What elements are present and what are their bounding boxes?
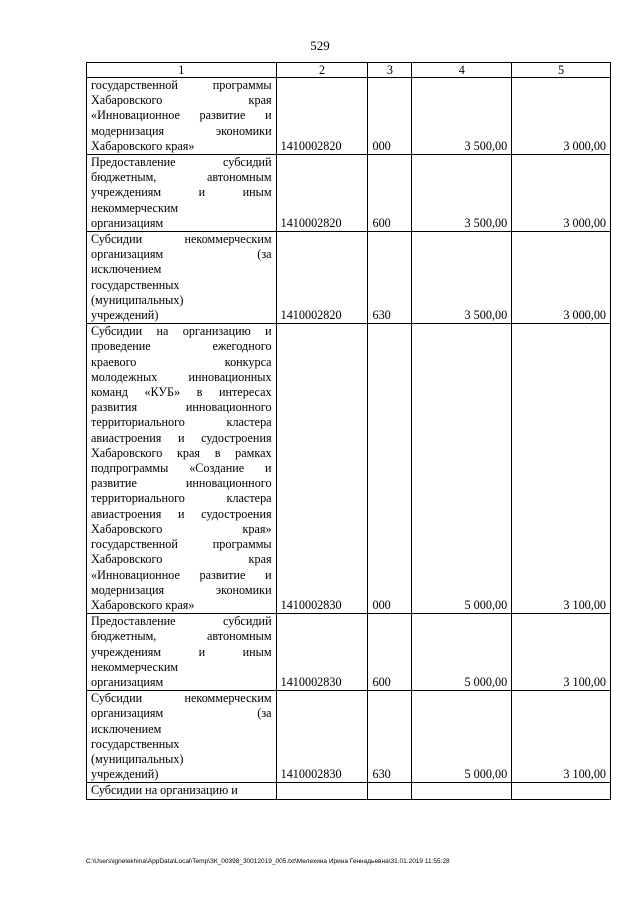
description-line: территориального кластера bbox=[91, 491, 272, 506]
description-line: некоммерческим bbox=[91, 659, 179, 674]
column-header: 5 bbox=[512, 63, 611, 78]
target-code-cell: 1410002820 bbox=[276, 155, 368, 232]
description-line: молодежных инновационных bbox=[91, 369, 272, 384]
target-code-cell: 1410002830 bbox=[276, 691, 368, 783]
description-line: развитие инновационного bbox=[91, 476, 272, 491]
description-line: модернизация экономики bbox=[91, 582, 272, 597]
description-line: Предоставление субсидий bbox=[91, 614, 272, 629]
description-line: Предоставление субсидий bbox=[91, 155, 272, 170]
target-code-cell: 1410002830 bbox=[276, 614, 368, 691]
budget-table bbox=[86, 62, 611, 800]
description-line: исключением bbox=[91, 262, 162, 277]
description-line: «Инновационное развитие и bbox=[91, 108, 272, 123]
description-line: краевого конкурса bbox=[91, 354, 272, 369]
expense-type-cell bbox=[368, 783, 412, 799]
description-line: организациям bbox=[91, 215, 164, 230]
description-line: «Инновационное развитие и bbox=[91, 567, 272, 582]
description-line: государственных bbox=[91, 736, 180, 751]
table-row bbox=[87, 324, 611, 614]
description-line: Хабаровского края» bbox=[91, 521, 272, 536]
description-line: государственных bbox=[91, 277, 180, 292]
description-line: учреждениям и иным bbox=[91, 185, 272, 200]
amount-2020-cell: 3 000,00 bbox=[512, 232, 611, 324]
amount-2019-cell: 3 500,00 bbox=[412, 155, 512, 232]
description-line: Субсидии некоммерческим bbox=[91, 232, 272, 247]
expense-type-cell: 630 bbox=[368, 691, 412, 783]
row-description bbox=[87, 78, 277, 155]
description-line: государственной программы bbox=[91, 537, 272, 552]
description-line: Хабаровского края в рамках bbox=[91, 445, 272, 460]
row-description bbox=[87, 232, 277, 324]
amount-2020-cell: 3 100,00 bbox=[512, 614, 611, 691]
description-line: команд «КУБ» в интересах bbox=[91, 385, 272, 400]
description-line: бюджетным, автономным bbox=[91, 629, 272, 644]
description-line: территориального кластера bbox=[91, 415, 272, 430]
description-line: учреждений) bbox=[91, 308, 159, 323]
description-line: организациям (за bbox=[91, 706, 272, 721]
description-line: бюджетным, автономным bbox=[91, 170, 272, 185]
row-description bbox=[87, 691, 277, 783]
expense-type-cell: 630 bbox=[368, 232, 412, 324]
page-number: 529 bbox=[310, 38, 330, 53]
table-row bbox=[87, 232, 611, 324]
amount-2019-cell: 5 000,00 bbox=[412, 614, 512, 691]
description-line: государственной программы bbox=[91, 78, 272, 92]
row-description bbox=[87, 783, 277, 799]
row-description bbox=[87, 614, 277, 691]
amount-2019-cell: 5 000,00 bbox=[412, 691, 512, 783]
amount-2019-cell bbox=[412, 783, 512, 799]
description-line: Хабаровского края» bbox=[91, 138, 195, 153]
description-line: Субсидии на организацию и bbox=[91, 783, 238, 798]
amount-2019-cell: 3 500,00 bbox=[412, 78, 512, 155]
description-line: Хабаровского края bbox=[91, 93, 272, 108]
amount-2020-cell: 3 000,00 bbox=[512, 78, 611, 155]
description-line: организациям (за bbox=[91, 247, 272, 262]
target-code-cell: 1410002820 bbox=[276, 78, 368, 155]
column-header: 2 bbox=[276, 63, 368, 78]
description-line: проведение ежегодного bbox=[91, 339, 272, 354]
table-row bbox=[87, 78, 611, 155]
description-line: авиастроения и судостроения bbox=[91, 506, 272, 521]
target-code-cell bbox=[276, 783, 368, 799]
description-line: развития инновационного bbox=[91, 400, 272, 415]
amount-2020-cell: 3 000,00 bbox=[512, 155, 611, 232]
table-row bbox=[87, 783, 611, 799]
description-line: исключением bbox=[91, 721, 162, 736]
column-header: 3 bbox=[368, 63, 412, 78]
expense-type-cell: 600 bbox=[368, 155, 412, 232]
description-line: Субсидии некоммерческим bbox=[91, 691, 272, 706]
description-line: учреждениям и иным bbox=[91, 644, 272, 659]
table-row bbox=[87, 691, 611, 783]
amount-2019-cell: 3 500,00 bbox=[412, 232, 512, 324]
description-line: (муниципальных) bbox=[91, 292, 184, 307]
description-line: Хабаровского края» bbox=[91, 597, 195, 612]
description-line: авиастроения и судостроения bbox=[91, 430, 272, 445]
expense-type-cell: 000 bbox=[368, 78, 412, 155]
description-line: организациям bbox=[91, 674, 164, 689]
column-header: 4 bbox=[412, 63, 512, 78]
table-header-row bbox=[87, 63, 611, 78]
amount-2019-cell: 5 000,00 bbox=[412, 324, 512, 614]
table-row bbox=[87, 155, 611, 232]
row-description bbox=[87, 155, 277, 232]
column-header: 1 bbox=[87, 63, 277, 78]
description-line: Хабаровского края bbox=[91, 552, 272, 567]
target-code-cell: 1410002830 bbox=[276, 324, 368, 614]
description-line: подпрограммы «Создание и bbox=[91, 461, 272, 476]
description-line: Субсидии на организацию и bbox=[91, 324, 272, 339]
row-description bbox=[87, 324, 277, 614]
description-line: некоммерческим bbox=[91, 200, 179, 215]
amount-2020-cell bbox=[512, 783, 611, 799]
description-line: модернизация экономики bbox=[91, 123, 272, 138]
expense-type-cell: 600 bbox=[368, 614, 412, 691]
table-row bbox=[87, 614, 611, 691]
expense-type-cell: 000 bbox=[368, 324, 412, 614]
amount-2020-cell: 3 100,00 bbox=[512, 691, 611, 783]
description-line: учреждений) bbox=[91, 767, 159, 782]
footer-path: C:\Users\ignelekhina\AppData\Local\Temp\ЗК_00398_30012019_005.txt\Мелехина Ирина Геннадьевна\31.01.2019 11:55:28 bbox=[86, 858, 450, 865]
amount-2020-cell: 3 100,00 bbox=[512, 324, 611, 614]
target-code-cell: 1410002820 bbox=[276, 232, 368, 324]
description-line: (муниципальных) bbox=[91, 751, 184, 766]
